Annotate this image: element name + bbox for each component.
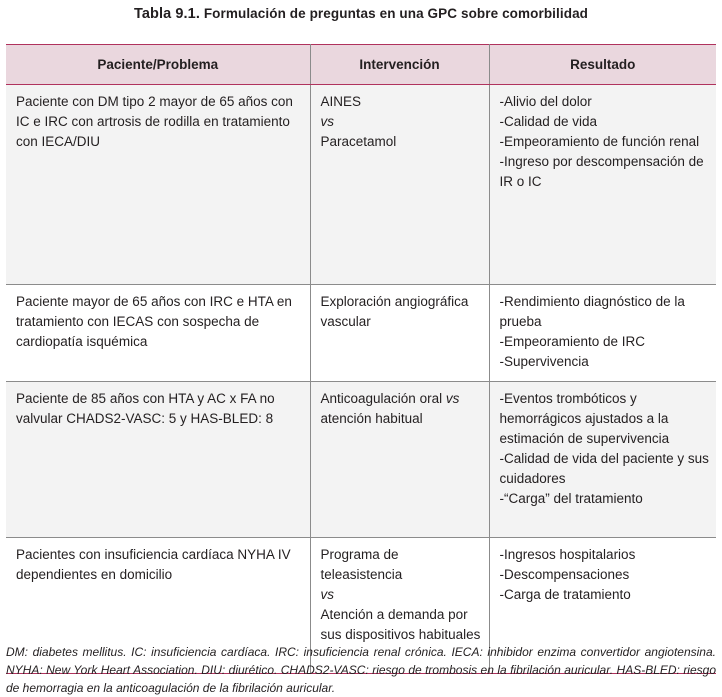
pico-table — [6, 44, 716, 674]
result-item: -Supervivencia — [499, 354, 589, 369]
versus-label: vs — [320, 114, 334, 129]
table-row — [6, 85, 716, 285]
caption-title: Formulación de preguntas en una GPC sobre comorbilidad — [203, 6, 589, 21]
patient-cell — [6, 382, 310, 538]
header-row — [6, 45, 716, 85]
result-item: -Alivio del dolor — [499, 94, 592, 109]
intervention-cell — [310, 382, 489, 538]
patient-text: Paciente con DM tipo 2 mayor de 65 años con IC e IRC con artrosis de rodilla en tratamiento con IECA/DIU — [16, 94, 293, 149]
table-row — [6, 382, 716, 538]
caption-label: Tabla 9.1. — [133, 6, 200, 22]
intervention-cell — [310, 85, 489, 285]
header-patient: Paciente/Problema — [6, 45, 310, 85]
versus-label: vs — [445, 391, 460, 406]
result-item: -Calidad de vida del paciente y sus cuidadores — [499, 451, 709, 486]
result-item: -Ingresos hospitalarios — [499, 547, 636, 562]
intervention-line: AINES — [320, 94, 362, 109]
table-row — [6, 285, 716, 382]
result-cell — [489, 85, 716, 285]
intervention-line: Anticoagulación oral — [320, 391, 443, 406]
patient-cell — [6, 85, 310, 285]
intervention-line: atención habitual — [320, 411, 423, 426]
result-item: -Carga de tratamiento — [499, 587, 631, 602]
abbreviations-footnote: DM: diabetes mellitus. IC: insuficiencia cardíaca. IRC: insuficiencia renal crónica. IECA: inhibidor enzima convertidor angiotensina. NYHA: New York Heart Association. DIU: diurético. CHADS2-VASC: riesgo de trombosis en la fibrilación auricular. HAS-BLED: riesgo de hemorragia en la anticoagulación de la fibrilación auricular. — [6, 645, 716, 695]
result-item: -Calidad de vida — [499, 114, 598, 129]
table-caption — [0, 6, 722, 22]
intervention-line: Programa de teleasistencia — [320, 547, 403, 582]
intervention-cell — [310, 285, 489, 382]
intervention-line: Atención a demanda por sus dispositivos habituales — [320, 607, 481, 642]
header-result: Resultado — [489, 45, 716, 85]
result-item: -Empeoramiento de función renal — [499, 134, 700, 149]
result-item: -Descompensaciones — [499, 567, 630, 582]
result-cell — [489, 285, 716, 382]
patient-text: Pacientes con insuficiencia cardíaca NYHA IV dependientes en domicilio — [16, 547, 291, 582]
intervention-line: Paracetamol — [320, 134, 397, 149]
patient-text: Paciente de 85 años con HTA y AC x FA no valvular CHADS2-VASC: 5 y HAS-BLED: 8 — [16, 391, 275, 426]
patient-cell — [6, 285, 310, 382]
result-item: -Ingreso por descompensación de IR o IC — [499, 154, 704, 189]
result-item: -Empeoramiento de IRC — [499, 334, 646, 349]
result-item: -Eventos trombóticos y hemorrágicos ajustados a la estimación de supervivencia — [499, 391, 670, 446]
result-item: -“Carga” del tratamiento — [499, 491, 643, 506]
versus-label: vs — [320, 587, 334, 602]
patient-text: Paciente mayor de 65 años con IRC e HTA en tratamiento con IECAS con sospecha de cardiopatía isquémica — [16, 294, 292, 349]
result-cell — [489, 382, 716, 538]
result-item: -Rendimiento diagnóstico de la prueba — [499, 294, 685, 329]
intervention-line: Exploración angiográfica vascular — [320, 294, 469, 329]
header-intervention: Intervención — [310, 45, 489, 85]
